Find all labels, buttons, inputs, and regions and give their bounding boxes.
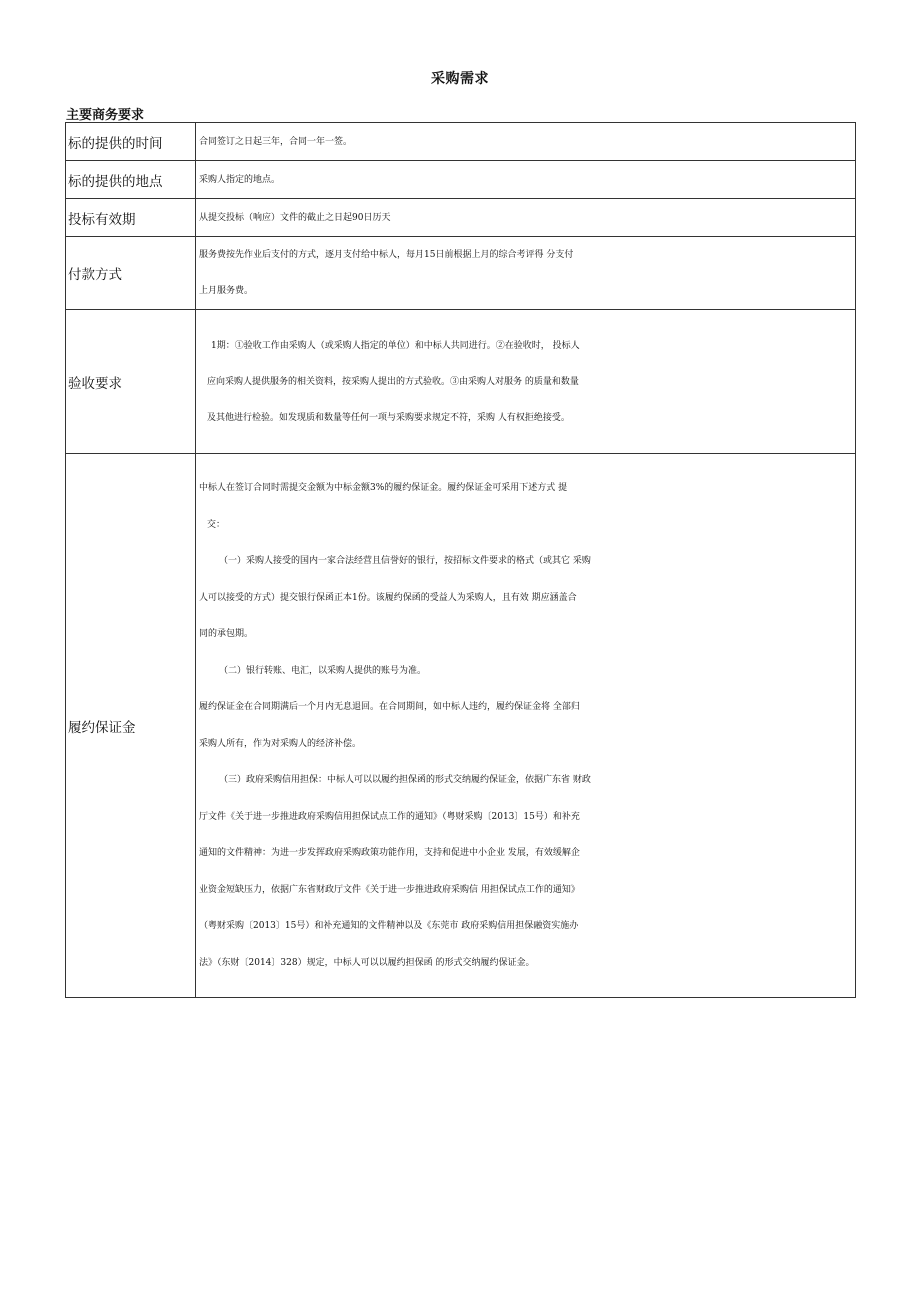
row-value-payment-method	[196, 237, 856, 310]
text-line: 履约保证金在合同期满后一个月内无息退回。在合同期间，如中标人违约，履约保证金将 全部归	[199, 702, 580, 712]
row-label-delivery-location: 标的提供的地点	[66, 161, 196, 199]
text-line: 及其他进行检验。如发现质和数量等任何一项与采购要求规定不符，采购 人有权拒绝接受。	[207, 412, 570, 423]
text-line: （三）政府采购信用担保：中标人可以以履约担保函的形式交纳履约保证金，依据广东省 财政	[219, 775, 591, 785]
text-line: （粤财采购〔2013〕15号）和补充通知的文件精神以及《东莞市 政府采购信用担保融资实施办	[199, 921, 579, 931]
text-line: 采购人所有，作为对采购人的经济补偿。	[199, 738, 362, 749]
row-value-bid-validity	[196, 199, 856, 237]
section-title: 主要商务要求	[66, 108, 145, 123]
row-value-delivery-location	[196, 161, 856, 199]
text-line: 通知的文件精神：为进一步发挥政府采购政策功能作用，支持和促进中小企业 发展，有效缓解企	[199, 848, 580, 858]
row-label-payment-method: 付款方式	[66, 237, 196, 310]
text-line: 服务费按先作业后支付的方式，逐月支付给中标人，每月15日前根据上月的综合考评得 分支付	[199, 250, 574, 260]
table-row	[66, 454, 856, 998]
text-line: 交：	[207, 519, 226, 530]
text-line: 同的承包期。	[199, 629, 254, 639]
row-label-performance-bond: 履约保证金	[66, 454, 196, 998]
text-line: 1期：①验收工作由采购人（或采购人指定的单位）和中标人共同进行。②在验收时， 投标人	[211, 340, 580, 351]
text-line: 法》（东财〔2014〕328）规定，中标人可以以履约担保函 的形式交纳履约保证金。	[199, 957, 535, 968]
row-value-performance-bond	[196, 454, 856, 998]
row-value-delivery-time	[196, 123, 856, 161]
table-row	[66, 199, 856, 237]
text-line: 中标人在签订合同时需提交金额为中标金额3%的履约保证金。履约保证金可采用下述方式 提	[199, 483, 568, 493]
table-row	[66, 310, 856, 454]
table-row	[66, 237, 856, 310]
text-line: 上月服务费。	[199, 286, 254, 296]
text-line: 厅文件《关于进一步推进政府采购信用担保试点工作的通知》（粤财采购〔2013〕15号）和补充	[199, 811, 580, 822]
row-label-acceptance: 验收要求	[66, 310, 196, 454]
text-line: 合同签订之日起三年，合同一年一签。	[199, 136, 353, 147]
row-value-acceptance	[196, 310, 856, 454]
row-label-delivery-time: 标的提供的时间	[66, 123, 196, 161]
table-row	[66, 161, 856, 199]
text-line: 应向采购人提供服务的相关资料，按采购人提出的方式验收。③由采购人对服务 的质量和数量	[207, 376, 579, 387]
table-row	[66, 123, 856, 161]
text-line: 采购人指定的地点。	[199, 174, 281, 185]
text-line: 从提交投标（响应）文件的截止之日起90日历天	[199, 212, 391, 223]
business-requirements-table	[65, 122, 856, 998]
text-line: （一）采购人接受的国内一家合法经营且信誉好的银行，按招标文件要求的格式（或其它 采购	[219, 556, 591, 566]
text-line: 业资金短缺压力，依据广东省财政厅文件《关于进一步推进政府采购信 用担保试点工作的通知》	[199, 884, 580, 895]
row-label-bid-validity: 投标有效期	[66, 199, 196, 237]
text-line: 人可以接受的方式）提交银行保函正本1份。该履约保函的受益人为采购人，且有效 期应涵盖合	[199, 592, 577, 603]
text-line: （二）银行转账、电汇，以采购人提供的账号为准。	[219, 665, 427, 676]
document-title: 采购需求	[431, 71, 489, 87]
